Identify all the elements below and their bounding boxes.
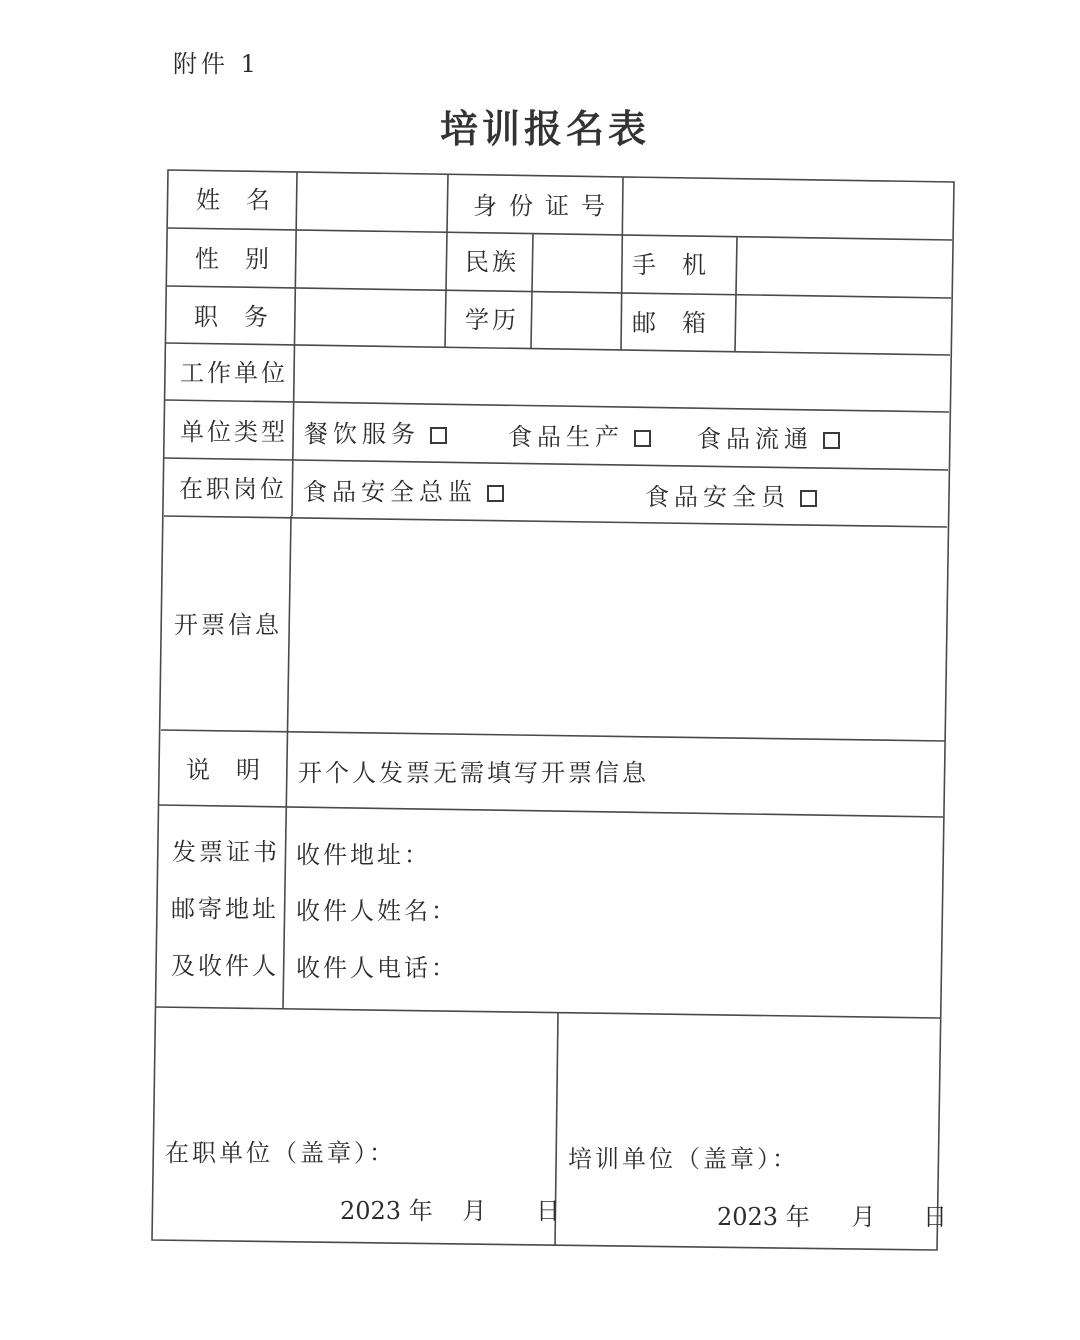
post-option-safety-officer[interactable] bbox=[645, 485, 817, 509]
mail-phone-field[interactable] bbox=[445, 947, 935, 991]
unit-type-label: 单位类型 bbox=[180, 418, 288, 446]
checkbox-icon[interactable] bbox=[487, 485, 504, 502]
stamp-month: 月 bbox=[851, 1203, 876, 1231]
post-option-safety-director[interactable] bbox=[303, 480, 504, 504]
post-label: 在职岗位 bbox=[179, 475, 287, 503]
note-label: 说明 bbox=[186, 756, 286, 784]
unit-type-option-catering[interactable] bbox=[304, 422, 447, 446]
position-label: 职务 bbox=[194, 303, 294, 331]
email-field[interactable] bbox=[739, 301, 947, 349]
id-number-label: 身份证号 bbox=[473, 192, 617, 220]
phone-label: 手机 bbox=[632, 251, 732, 279]
mail-recipient-field[interactable] bbox=[445, 890, 935, 934]
gender-field[interactable] bbox=[299, 238, 443, 284]
annex-label: 附件 1 bbox=[173, 50, 260, 78]
stamp-year-suffix: 年 bbox=[785, 1203, 810, 1231]
name-label: 姓名 bbox=[196, 186, 296, 214]
post-option-label: 食品安全员 bbox=[645, 483, 790, 511]
note-text: 开个人发票无需填写开票信息 bbox=[298, 759, 649, 787]
training-stamp-label: 培训单位（盖章）： bbox=[568, 1145, 799, 1173]
checkbox-icon[interactable] bbox=[430, 427, 447, 444]
position-field[interactable] bbox=[298, 295, 442, 341]
id-number-field[interactable] bbox=[626, 184, 950, 234]
training-stamp-date bbox=[717, 1205, 947, 1229]
unit-type-option-label: 食品流通 bbox=[697, 425, 813, 453]
mail-address-label: 收件地址： bbox=[296, 841, 431, 869]
stamp-year-suffix: 年 bbox=[408, 1197, 433, 1225]
ethnicity-field[interactable] bbox=[536, 240, 618, 288]
stamp-year: 2023 bbox=[340, 1197, 402, 1225]
checkbox-icon[interactable] bbox=[800, 490, 817, 507]
education-label: 学历 bbox=[465, 306, 519, 334]
name-field[interactable] bbox=[300, 180, 444, 226]
email-label: 邮箱 bbox=[632, 309, 732, 337]
mail-label-line-1: 发票证书 bbox=[172, 838, 280, 866]
checkbox-icon[interactable] bbox=[634, 430, 651, 447]
employer-label: 工作单位 bbox=[180, 359, 288, 387]
invoice-field[interactable] bbox=[294, 528, 942, 728]
ethnicity-label: 民族 bbox=[465, 248, 519, 276]
checkbox-icon[interactable] bbox=[823, 432, 840, 449]
employer-field[interactable] bbox=[297, 352, 945, 402]
unit-type-option-production[interactable] bbox=[508, 425, 651, 449]
form-title: 培训报名表 bbox=[439, 106, 650, 151]
mail-phone-label: 收件人电话： bbox=[296, 954, 458, 982]
mail-recipient-label: 收件人姓名： bbox=[296, 897, 458, 925]
employer-stamp-date bbox=[340, 1199, 560, 1223]
post-option-label: 食品安全总监 bbox=[303, 478, 477, 506]
invoice-label: 开票信息 bbox=[174, 611, 282, 639]
stamp-day: 日 bbox=[923, 1203, 947, 1231]
unit-type-option-distribution[interactable] bbox=[697, 427, 840, 451]
mail-label-line-3: 及收件人 bbox=[171, 952, 279, 980]
mail-label-line-2: 邮寄地址 bbox=[171, 895, 279, 923]
unit-type-option-label: 餐饮服务 bbox=[304, 420, 420, 448]
stamp-year: 2023 bbox=[717, 1203, 779, 1231]
phone-field[interactable] bbox=[740, 244, 948, 292]
gender-label: 性别 bbox=[195, 245, 295, 273]
employer-stamp-label: 在职单位（盖章）： bbox=[165, 1139, 396, 1167]
stamp-day: 日 bbox=[536, 1197, 560, 1225]
stamp-month: 月 bbox=[462, 1197, 487, 1225]
education-field[interactable] bbox=[535, 298, 617, 346]
unit-type-option-label: 食品生产 bbox=[508, 423, 624, 451]
mail-address-field[interactable] bbox=[420, 834, 935, 878]
